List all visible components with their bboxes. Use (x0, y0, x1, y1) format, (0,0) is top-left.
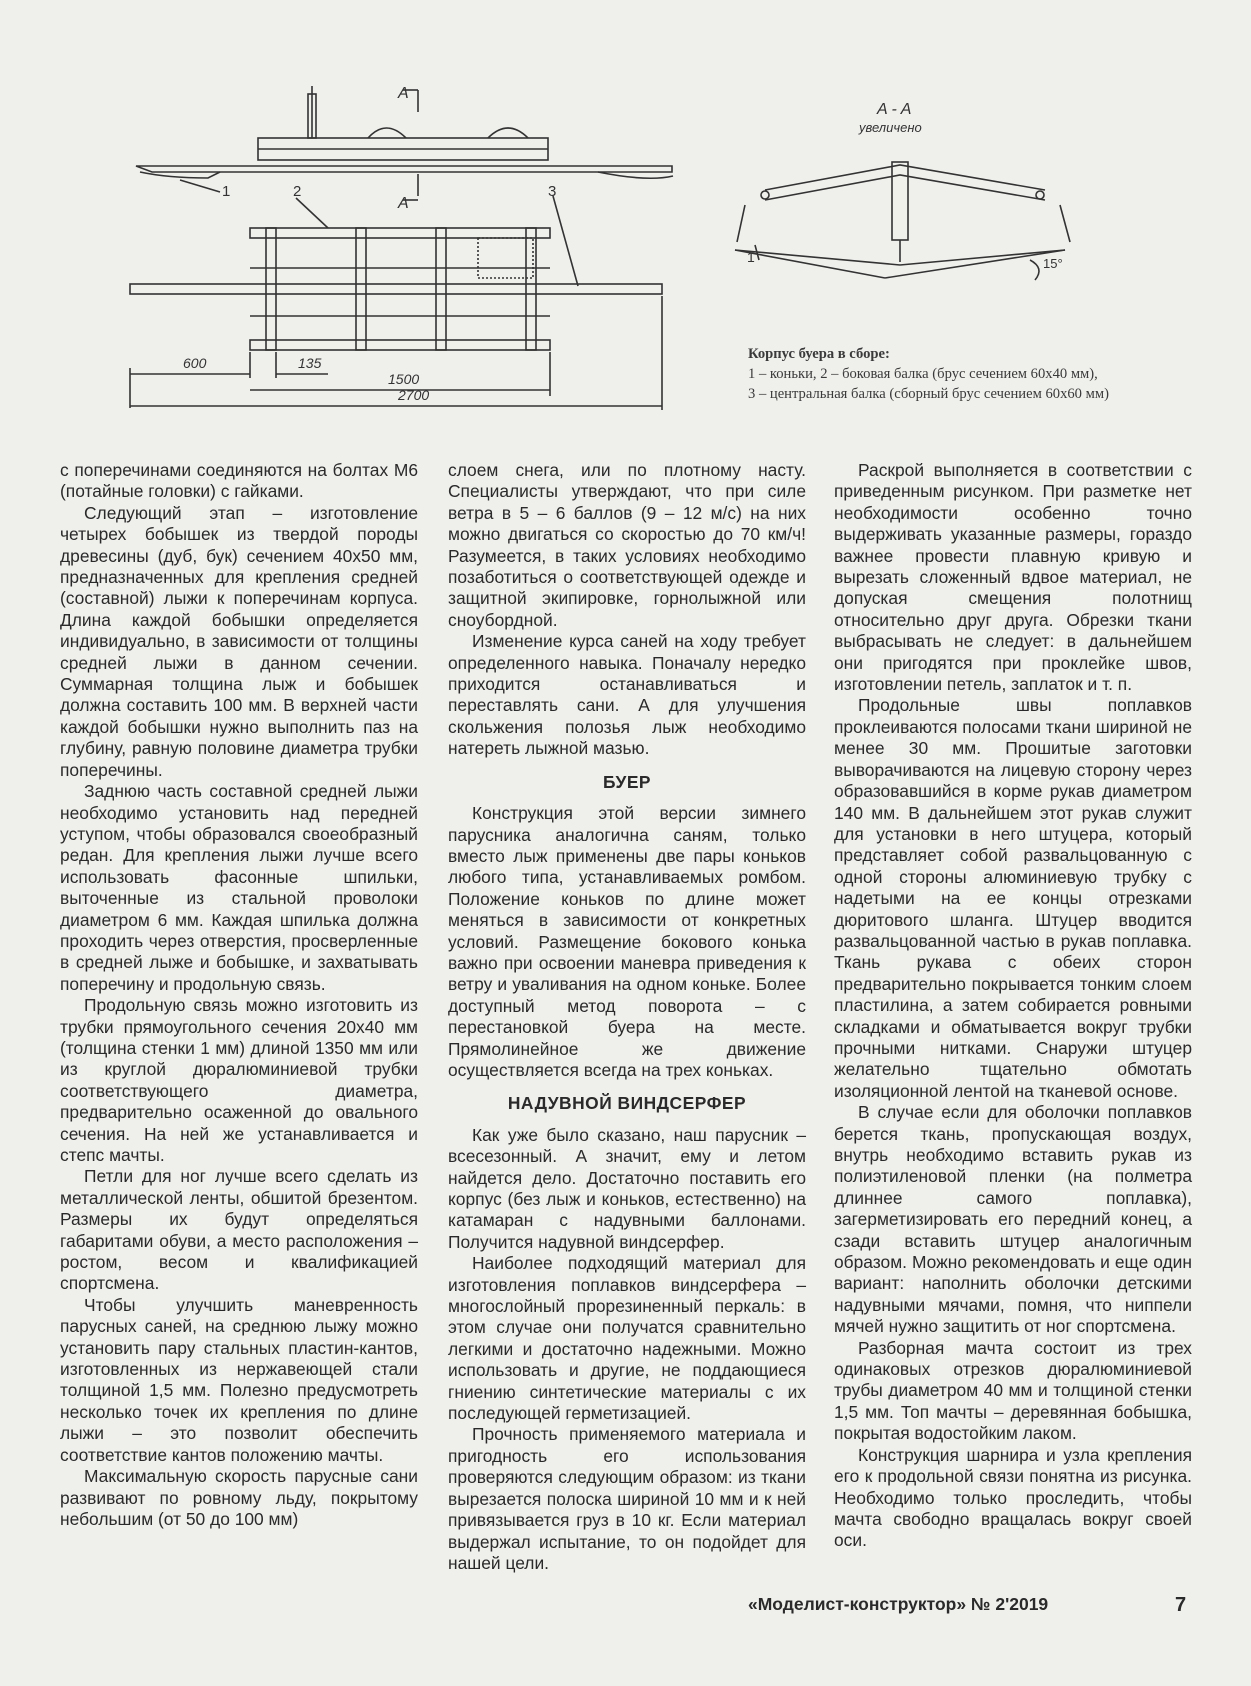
dim-600: 600 (183, 355, 207, 371)
cut-label-bottom: A (398, 195, 409, 212)
text-column-1 (60, 460, 418, 1530)
paragraph: Следующий этап – изготовление четырех бобышек из твердой породы древесины (дуб, бук) сечением 40х50 мм, предназначенных для крепления средней (составной) лыжи к поперечинам корпуса. Длина каждой бобышки определяется индивидуально, в зависимости от толщины средней лыжи в данном сечении. Суммарная толщина лыж и бобышек должна составить 100 мм. В верхней части каждой бобышки нужно выполнить паз на глубину, равную половине диаметра трубки поперечины. (60, 502, 418, 780)
section-a-a-drawing (747, 100, 1175, 330)
section-callout-1: 1 (747, 249, 755, 265)
paragraph: с поперечинами соединяются на болтах М6 (потайные головки) с гайками. (60, 460, 418, 502)
caption-line-2: 3 – центральная балка (сборный брус сечением 60х60 мм) (748, 386, 1109, 402)
section-heading-iceboat: БУЕР (602, 771, 652, 792)
paragraph: слоем снега, или по плотному насту. Специалисты утверждают, что при силе ветра в 5 – 6 баллов (9 – 12 м/с) на них можно двигаться со скоростью до 70 км/ч! Разумеется, в таких условиях необходимо позаботиться о соответствующей одежде и защитной экипировке, горнолыжной или сноубордной. (448, 460, 806, 630)
paragraph: Чтобы улучшить маневренность парусных саней, на среднюю лыжу можно установить пару стальных пластин-кантов, изготовленных из нержавеющей стали толщиной 1,5 мм. Полезно предусмотреть несколько точек их крепления по длине лыжи – это позволит обеспечить соответствие кантов положению мачты. (60, 1294, 418, 1465)
caption-line-1: 1 – коньки, 2 – боковая балка (брус сечением 60х40 мм), (748, 366, 1098, 382)
section-label: A - A (877, 101, 912, 118)
paragraph: Конструкция шарнира и узла крепления его к продольной связи понятна из рисунка. Необходимо только проследить, чтобы мачта свободно вращалась вокруг своей оси. (834, 1444, 1192, 1551)
dim-135: 135 (298, 355, 322, 371)
paragraph: Разборная мачта состоит из трех одинаковых отрезков дюралюминиевой трубы диаметром 40 мм и толщиной стенки 1,5 мм. Топ мачты – деревянная бобышка, покрытая водостойким лаком. (834, 1337, 1192, 1444)
paragraph: Конструкция этой версии зимнего парусника аналогична саням, только вместо лыж применены две пары коньков любого типа, устанавливаемых ромбом. Положение коньков по длине может меняться в зависимости от конкретных условий. Размещение бокового конька важно при освоении маневра приведения к ветру и уваливания на одном коньке. Более доступный метод поворота – с перестановкой буера на месте. Прямолинейное же движение осуществляется всегда на трех коньках. (448, 803, 806, 1080)
iceboat-hull-drawing (128, 78, 728, 438)
callout-1: 1 (222, 183, 231, 200)
paragraph: Прочность применяемого материала и пригодность его использования проверяются следующим образом: из ткани вырезается полоска шириной 10 мм и к ней привязывается груз в 10 кг. Если материал выдержал испытание, то он подойдет для нашей цели. (448, 1424, 806, 1573)
text-column-2 (448, 460, 806, 1574)
dim-1500: 1500 (388, 371, 420, 387)
paragraph: Максимальную скорость парусные сани развивают по ровному льду, покрытому небольшим (от 50 до 100 мм) (60, 1466, 418, 1529)
callout-2: 2 (293, 183, 302, 200)
cut-label-top: A (398, 85, 409, 102)
text-column-3 (834, 460, 1192, 1552)
dim-2700: 2700 (398, 387, 430, 403)
paragraph: Продольные швы поплавков проклеиваются полосами ткани шириной не менее 30 мм. Прошитые заготовки выворачиваются на лицевую сторону через образовавшийся в корме рукав диаметром 140 мм. В дальнейшем этот рукав служит для установки в него штуцера, который представляет собой развальцованную с одной стороны алюминиевую трубку с надетыми на ее концы отрезками дюритового шланга. Штуцер вводится развальцованной частью в рукав поплавка. Ткань рукава с обеих сторон предварительно покрывается тонким слоем пластилина, а затем собирается ровными складками и обматывается вокруг трубки прочными нитками. Снаружи штуцер желательно тщательно обмотать изоляционной лентой на тканевой основе. (834, 695, 1192, 1101)
callout-3: 3 (548, 183, 557, 200)
paragraph: Петли для ног лучше всего сделать из металлической ленты, обшитой брезентом. Размеры их будут определяться габаритами обуви, а место расположения – ростом, весом и квалификацией спортсмена. (60, 1166, 418, 1294)
figure-caption (748, 344, 1208, 404)
section-heading-windsurfer: НАДУВНОЙ ВИНДСЕРФЕР (507, 1093, 747, 1114)
paragraph: Раскрой выполняется в соответствии с приведенным рисунком. При разметке нет необходимости особенно точно выдерживать указанные размеры, гораздо важнее провести плавную кривую и вырезать сложенный вдвое материал, не допуская смещения полотнищ относительно друг друга. Обрезки ткани выбрасывать не следует: в дальнейшем они пригодятся при проклейке швов, изготовлении петель, заплаток и т. п. (834, 460, 1192, 695)
paragraph: В случае если для оболочки поплавков берется ткань, пропускающая воздух, внутрь необходимо вставить рукав из полиэтиленовой пленки (на полметра длиннее самого поплавка), загерметизировать его передний конец, а сзади вставить штуцер аналогичным образом. Можно рекомендовать и еще один вариант: наполнить оболочки детскими надувными мячами, помня, что ниппели мячей нужно защитить от ног спортсмена. (834, 1102, 1192, 1337)
section-note: увеличено (859, 120, 922, 135)
paragraph: Продольную связь можно изготовить из трубки прямоугольного сечения 20х40 мм (толщина стенки 1 мм) длиной 1350 мм или из круглой дюралюминиевой трубки соответствующего диаметра, предварительно осаженной до овального сечения. На ней же устанавливается и степс мачты. (60, 995, 418, 1165)
paragraph: Наиболее подходящий материал для изготовления поплавков виндсерфера – многослойный прорезиненный перкаль: в этом случае они получатся сравнительно легкими и достаточно надежными. Можно использовать и другие, не поддающиеся гниению синтетические материалы с их последующей герметизацией. (448, 1253, 806, 1424)
paragraph: Как уже было сказано, наш парусник – всесезонный. А значит, ему и летом найдется дело. Достаточно поставить его корпус (без лыж и коньков, естественно) на катамаран с надувными баллонами. Получится надувной виндсерфер. (448, 1124, 806, 1252)
caption-title: Корпус буера в сборе: (748, 346, 890, 362)
paragraph: Заднюю часть составной средней лыжи необходимо установить над передней уступом, чтобы образовался своеобразный редан. Для крепления лыжи лучше всего использовать фасонные шпильки, выточенные из стальной проволоки диаметром 6 мм. Каждая шпилька должна проходить через отверстия, просверленные в средней лыже и бобышке, и захватывать поперечину и продольную связь. (60, 781, 418, 994)
magazine-footer: «Моделист-конструктор» № 2'2019 (748, 1594, 1049, 1614)
paragraph: Изменение курса саней на ходу требует определенного навыка. Поначалу нередко приходится останавливаться и переставлять сани. А для улучшения скольжения полозья лыж необходимо натереть лыжной мазью. (448, 631, 806, 759)
page-number: 7 (1175, 1594, 1187, 1616)
angle-label: 15° (1043, 256, 1063, 271)
